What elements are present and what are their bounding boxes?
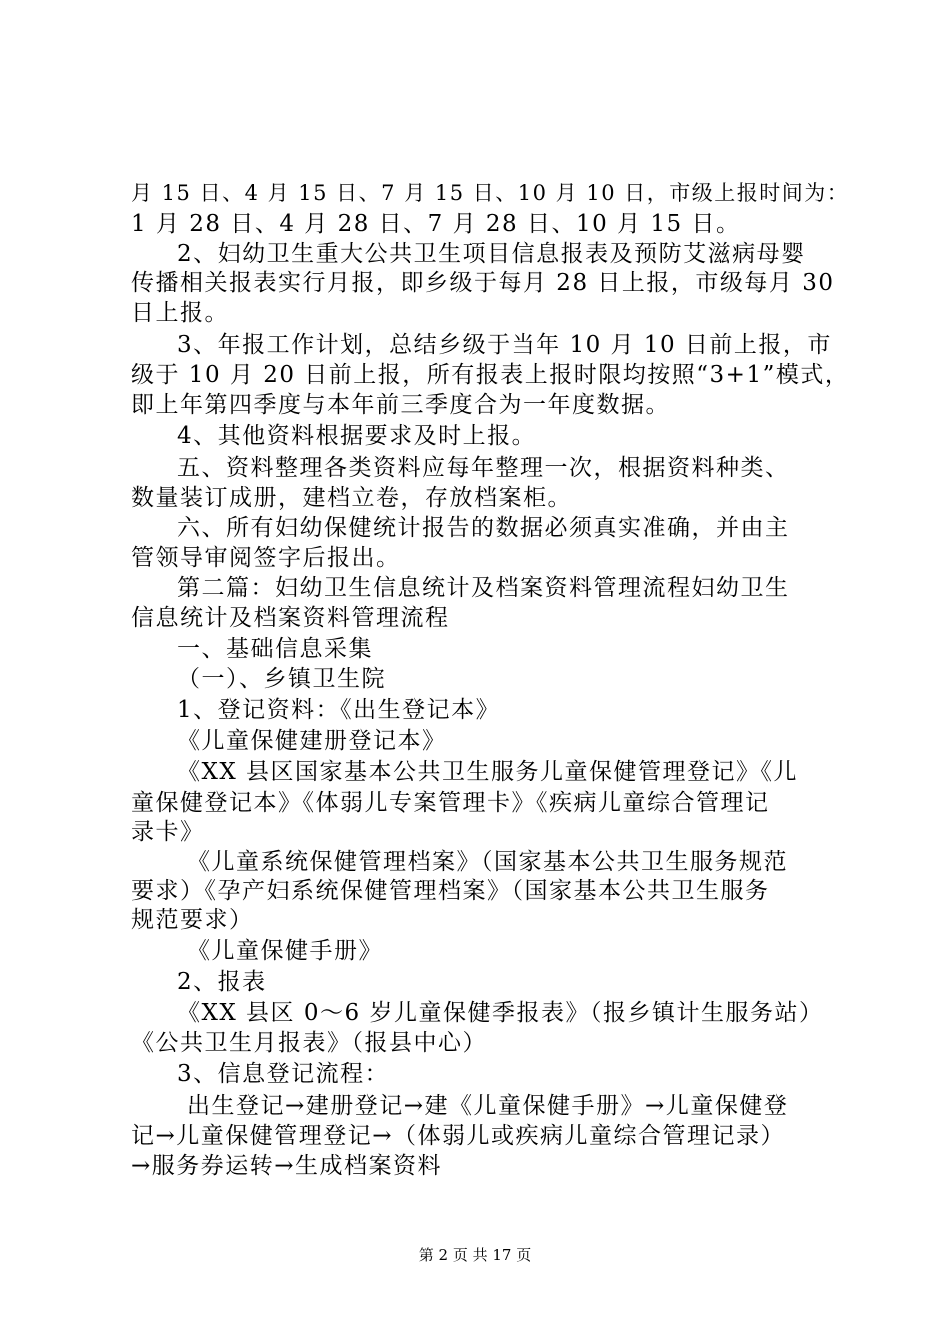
text-line: 《儿童系统保健管理档案》（国家基本公共卫生服务规范 xyxy=(187,849,788,875)
text-line: 《儿童保健手册》 xyxy=(187,938,383,964)
text-line: 管领导审阅签字后报出。 xyxy=(131,545,401,571)
text-line: 规范要求） xyxy=(131,907,254,933)
text-line: 传播相关报表实行月报，即乡级于每月 28 日上报，市级每月 30 xyxy=(131,270,835,296)
text-line: 《XX 县区 0～6 岁儿童保健季报表》（报乡镇计生服务站） xyxy=(177,1000,824,1026)
text-line: 数量装订成册，建档立卷，存放档案柜。 xyxy=(131,485,572,511)
text-line: 2、妇幼卫生重大公共卫生项目信息报表及预防艾滋病母婴 xyxy=(177,241,806,267)
text-line: 记→儿童保健管理登记→（体弱儿或疾病儿童综合管理记录） xyxy=(131,1123,786,1149)
text-line: 《XX 县区国家基本公共卫生服务儿童保健管理登记》《儿 xyxy=(177,759,799,785)
text-line: 级于 10 月 20 日前上报，所有报表上报时限均按照“3+1”模式， xyxy=(131,362,850,388)
text-line: 《儿童保健建册登记本》 xyxy=(177,728,447,754)
page-footer xyxy=(0,1245,950,1265)
text-line: 出生登记→建册登记→建《儿童保健手册》→儿童保健登 xyxy=(187,1093,789,1119)
text-line: 五、资料整理各类资料应每年整理一次，根据资料种类、 xyxy=(177,455,790,481)
text-line: 月 15 日、4 月 15 日、7 月 15 日、10 月 10 日，市级上报时间为： xyxy=(131,181,850,205)
text-line: 信息统计及档案资料管理流程 xyxy=(131,605,450,631)
text-line: 六、所有妇幼保健统计报告的数据必须真实准确，并由主 xyxy=(177,515,790,541)
text-line: （一）、乡镇卫生院 xyxy=(177,666,386,692)
text-line: 4、其他资料根据要求及时上报。 xyxy=(177,423,537,449)
text-line: 3、年报工作计划，总结乡级于当年 10 月 10 日前上报，市 xyxy=(177,332,832,358)
text-line: 1、登记资料：《出生登记本》 xyxy=(177,697,501,723)
text-line: 第二篇：妇幼卫生信息统计及档案资料管理流程妇幼卫生 xyxy=(177,575,790,601)
text-line: 童保健登记本》《体弱儿专案管理卡》《疾病儿童综合管理记 xyxy=(131,790,770,816)
text-line: 要求）《孕产妇系统保健管理档案》（国家基本公共卫生服务 xyxy=(131,878,770,904)
text-line: 一、基础信息采集 xyxy=(177,636,373,662)
text-line: →服务券运转→生成档案资料 xyxy=(131,1153,443,1179)
text-line: 即上年第四季度与本年前三季度合为一年度数据。 xyxy=(131,392,670,418)
text-line: 录卡》 xyxy=(131,819,205,845)
text-line: 2、报表 xyxy=(177,969,267,995)
text-line: 1 月 28 日、4 月 28 日、7 月 28 日、10 月 15 日。 xyxy=(131,211,741,237)
text-line: 3、信息登记流程： xyxy=(177,1061,390,1087)
text-line: 《公共卫生月报表》（报县中心） xyxy=(131,1030,487,1056)
page-number: 第 2 页 共 17 页 xyxy=(418,1246,532,1264)
text-line: 日上报。 xyxy=(131,300,229,326)
